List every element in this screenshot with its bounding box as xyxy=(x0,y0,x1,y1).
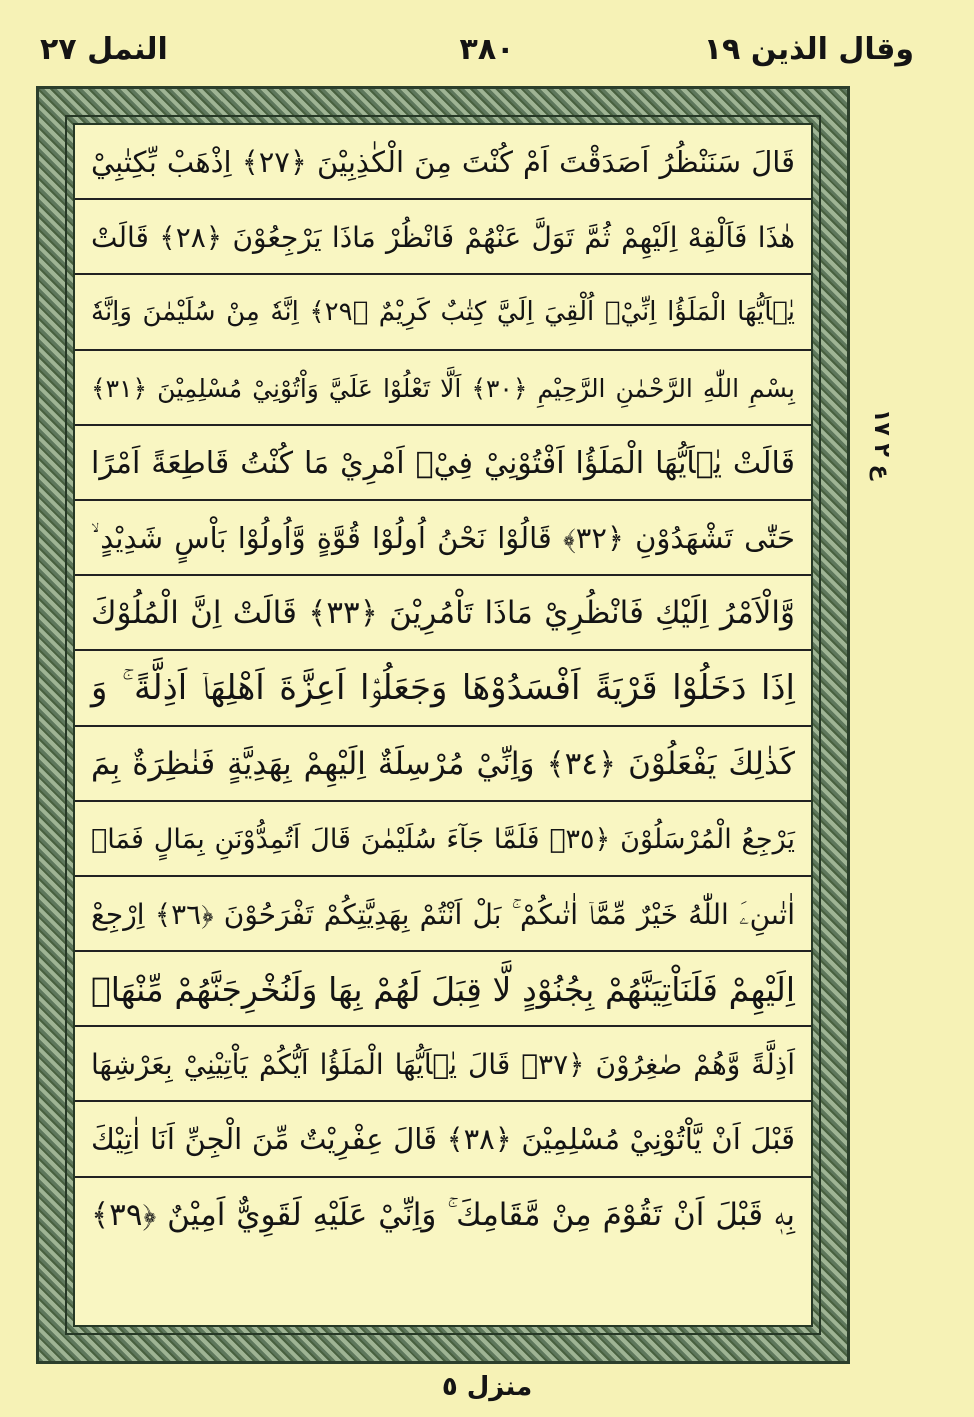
text-line: وَّالْاَمْرُ اِلَيْكِ فَانْظُرِيْ مَاذَا تَاْمُرِيْنَ ﴿٣٣﴾ قَالَتْ اِنَّ الْمُلُوْكَ xyxy=(75,576,811,651)
text-line: يٰۤاَيُّهَا الْمَلَؤُا اِنِّيْۤ اُلْقِيَ اِلَيَّ كِتٰبٌ كَرِيْمٌ ﴿٢٩﴾ اِنَّهٗ مِنْ سُلَيْمٰنَ وَاِنَّهٗ xyxy=(75,275,811,350)
text-line: قَالَتْ يٰۤاَيُّهَا الْمَلَؤُا اَفْتُوْنِيْ فِيْۤ اَمْرِيْ مَا كُنْتُ قَاطِعَةً اَمْرًا xyxy=(75,426,811,501)
juz-title: وقال الذين ١٩ xyxy=(703,32,914,67)
text-line: كَذٰلِكَ يَفْعَلُوْنَ ﴿٣٤﴾ وَاِنِّيْ مُرْسِلَةٌ اِلَيْهِمْ بِهَدِيَّةٍ فَنٰظِرَةٌ بِمَ xyxy=(75,727,811,802)
text-line: يَرْجِعُ الْمُرْسَلُوْنَ ﴿٣٥﴾ فَلَمَّا جَآءَ سُلَيْمٰنَ قَالَ اَتُمِدُّوْنَنِ بِمَالٍ فَمَاۤ xyxy=(75,802,811,877)
text-line: اٰتٰىنِۦَ اللّٰهُ خَيْرٌ مِّمَّاۤ اٰتٰىكُمْ ۚ بَلْ اَنْتُمْ بِهَدِيَّتِكُمْ تَفْرَحُوْنَ ﴿٣٦﴾ اِرْجِعْ xyxy=(75,877,811,952)
page-header xyxy=(0,0,974,80)
text-line: هٰذَا فَاَلْقِهْ اِلَيْهِمْ ثُمَّ تَوَلَّ عَنْهُمْ فَانْظُرْ مَاذَا يَرْجِعُوْنَ ﴿٢٨﴾ قَالَتْ xyxy=(75,200,811,275)
text-line: قَالَ سَنَنْظُرُ اَصَدَقْتَ اَمْ كُنْتَ مِنَ الْكٰذِبِيْنَ ﴿٢٧﴾ اِذْهَبْ بِّكِتٰبِيْ xyxy=(75,125,811,200)
surah-title: النمل ٢٧ xyxy=(40,32,168,67)
text-line: اَذِلَّةً وَّهُمْ صٰغِرُوْنَ ﴿٣٧﴾ قَالَ يٰۤاَيُّهَا الْمَلَؤُا اَيُّكُمْ يَاْتِيْنِيْ بِعَرْشِهَا xyxy=(75,1027,811,1102)
ruku-marker: ع ٢ ١٧ xyxy=(869,408,894,480)
page-number: ٣٨٠ xyxy=(459,32,515,67)
text-line: اِلَيْهِمْ فَلَنَاْتِيَنَّهُمْ بِجُنُوْدٍ لَّا قِبَلَ لَهُمْ بِهَا وَلَنُخْرِجَنَّهُمْ مِّنْهَاۤ xyxy=(75,952,811,1027)
text-line: بِسْمِ اللّٰهِ الرَّحْمٰنِ الرَّحِيْمِ ﴿٣٠﴾ اَلَّا تَعْلُوْا عَلَيَّ وَاْتُوْنِيْ مُسْلِمِيْنَ ﴿٣١﴾ xyxy=(75,351,811,426)
text-line: حَتّٰى تَشْهَدُوْنِ ﴿٣٢﴾ قَالُوْا نَحْنُ اُولُوْا قُوَّةٍ وَّاُولُوْا بَاْسٍ شَدِيْدٍ ۙ xyxy=(75,501,811,576)
decorative-border-frame xyxy=(36,86,850,1364)
text-line: اِذَا دَخَلُوْا قَرْيَةً اَفْسَدُوْهَا وَجَعَلُوْۤا اَعِزَّةَ اَهْلِهَاۤ اَذِلَّةً ۚ وَ xyxy=(75,651,811,726)
manzil-footer: منزل ٥ xyxy=(441,1372,533,1402)
text-line: قَبْلَ اَنْ يَّاْتُوْنِيْ مُسْلِمِيْنَ ﴿٣٨﴾ قَالَ عِفْرِيْتٌ مِّنَ الْجِنِّ اَنَا اٰتِيْكَ xyxy=(75,1102,811,1177)
text-line: بِهٖ قَبْلَ اَنْ تَقُوْمَ مِنْ مَّقَامِكَ ۚ وَاِنِّيْ عَلَيْهِ لَقَوِيٌّ اَمِيْنٌ ﴿٣٩﴾ xyxy=(91,1196,795,1233)
quran-text-area xyxy=(73,123,813,1327)
